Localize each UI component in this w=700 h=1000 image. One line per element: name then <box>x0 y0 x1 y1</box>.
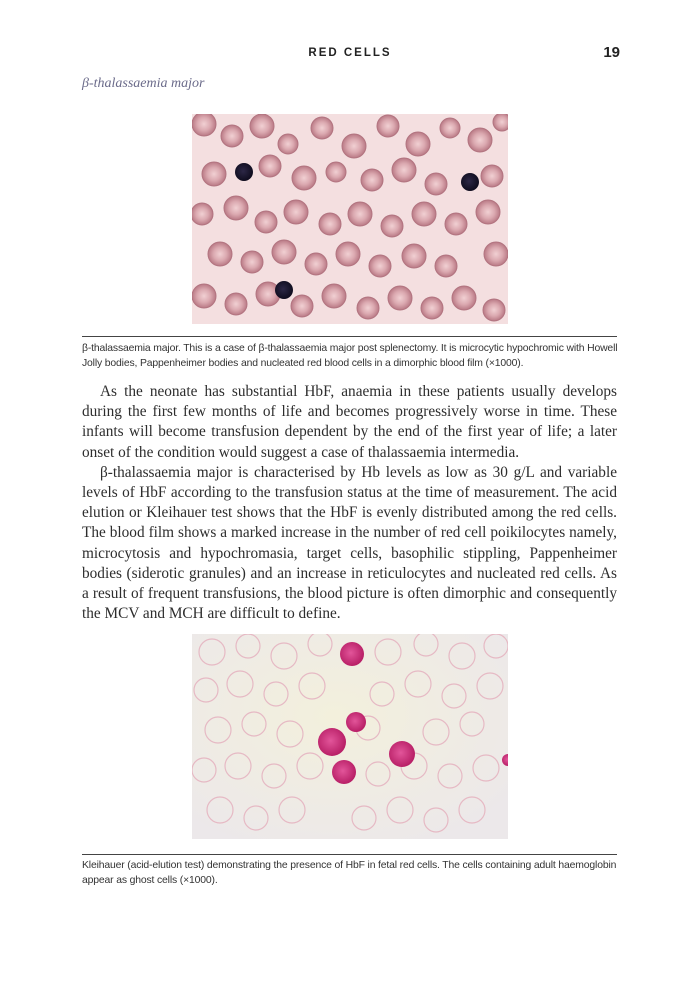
blood-film-image <box>192 114 508 324</box>
figure2-caption: Kleihauer (acid-elution test) demonstrating the presence of HbF in fetal red cells. The cells containing adult haemoglobin appear as ghost cells (×1000). <box>82 860 617 886</box>
figure1-caption-rule <box>82 336 617 337</box>
paragraph-2: β-thalassaemia major is characterised by Hb levels as low as 30 g/L and variable levels of HbF according to the transfusion status at the time of measurement. The acid elution or Kleihauer test shows that the HbF is evenly distributed among the red cells. The blood film shows a marked increase in the number of red cell poikilocytes namely, microcytosis and hypochromasia, target cells, basophilic stippling, Pappenheimer bodies (siderotic granules) and an increase in reticulocytes and nucleated red cells. As a result of frequent transfusions, the blood picture is often dimorphic and consequently the MCV and MCH are difficult to define. <box>82 463 617 623</box>
paragraph-1: As the neonate has substantial HbF, anaemia in these patients usually develops during the first few months of life and becomes progressively worse in time. These infants will become transfusion dependent by the end of the first year of life; a later onset of the condition would suggest a case of thalassaemia intermedia. <box>82 383 617 461</box>
figure1-caption: β-thalassaemia major. This is a case of β-thalassaemia major post splenectomy. It is microcytic hypochromic with Howell Jolly bodies, Pappenheimer bodies and nucleated red blood cells in a dimorphic blood film (×1000). <box>82 343 618 369</box>
kleihauer-micrograph <box>192 634 508 839</box>
running-head: RED CELLS <box>308 47 392 59</box>
page-number: 19 <box>603 44 620 61</box>
blood-film-micrograph <box>192 114 508 324</box>
body-text <box>82 382 617 624</box>
figure2-caption-rule <box>82 854 617 855</box>
section-label: β-thalassaemia major <box>82 76 205 91</box>
kleihauer-image <box>192 634 508 839</box>
